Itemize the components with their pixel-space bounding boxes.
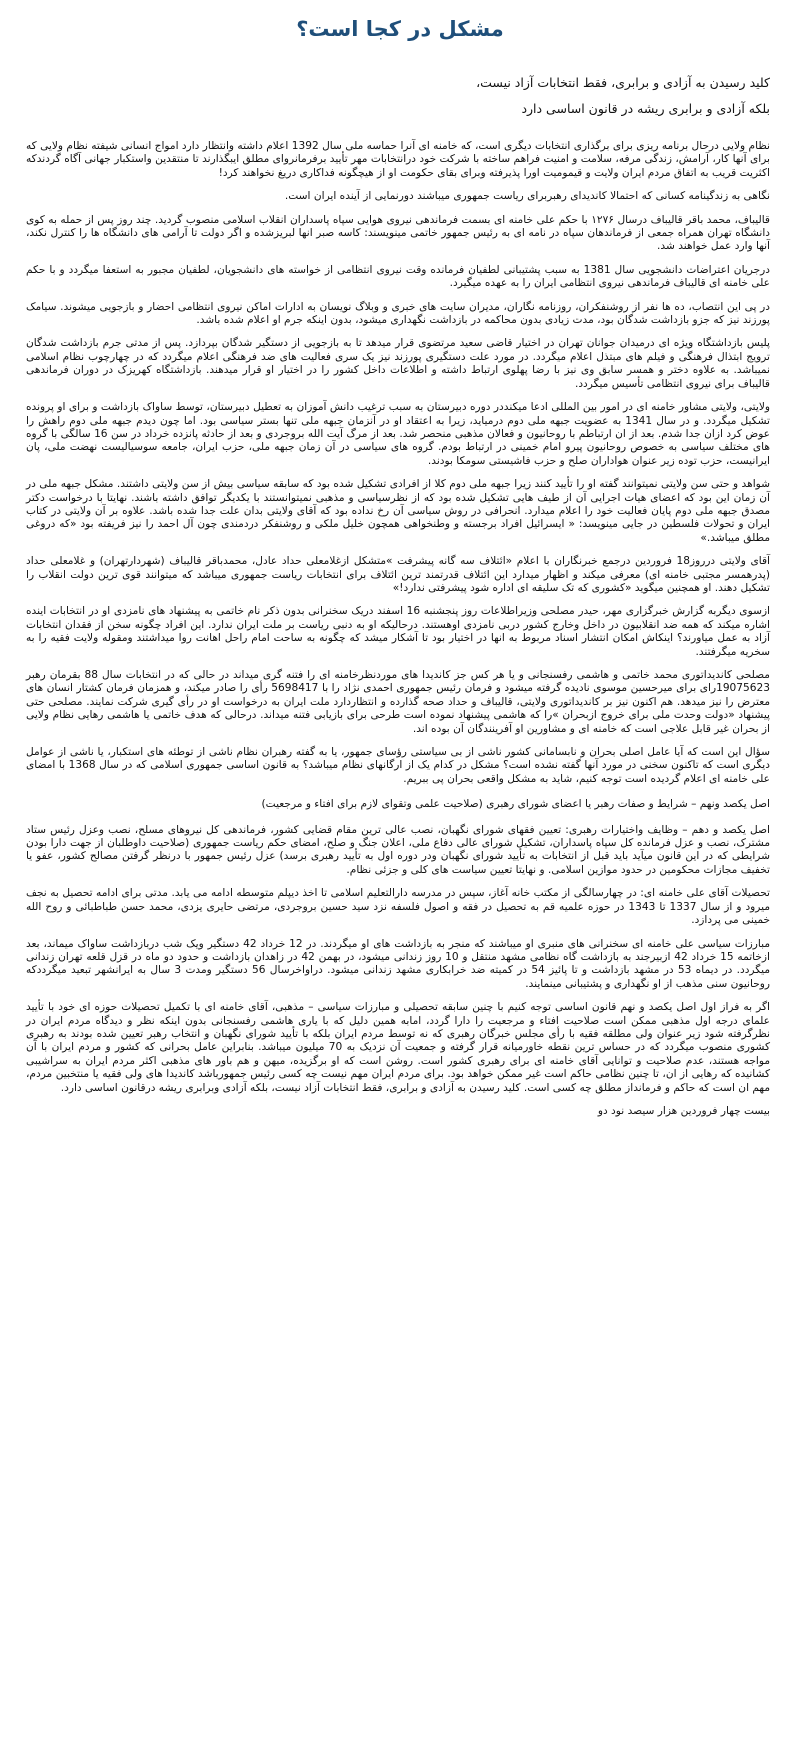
- article-body: [20, 140, 780, 1095]
- lead-section: [20, 74, 780, 118]
- article-paragraph-17: اگر به فراز اول اصل یکصد و نهم قانون اساسی توجه کنیم با چنین سابقه تحصیلی و مبارزات سیاسی – مذهبی، آقای خامنه ای با تکمیل تحصیلات حوزه ای خود با تأیید علمای درجه اول مذهبی ممکن است صلاحیت افتاء و مرجعیت را دارا گردد، امابه همین دلیل که با یاری هاشمی رفسنجانی بدون اینکه نظر و دیدگاه مردم ایران در نظرگرفته شود زیر عنوان ولی مطلقه فقیه با رأی مجلس خبرگان رهبری که نه توسط مردم ایران بلکه با تأیید شورای نگهبان و انتخاب رهبر تعیین شده بودند به رهبری کشوری منصوب میگردد که در حساس ترین نقطه خاورمیانه قرار گرفته و جمعیت آن نزدیک به 70 میلیون میباشد. بنابراین عامل بحرانی که کشور و مردم ایران با آن مواجه هستند، عدم صلاحیت و توانایی آقای خامنه ای برای رهبری کشور است. روشن است که او برگزیده، میهن و هم باور های مذهبی اکثر مردم ایران به سراشیبی کشانیده که رهایی از ان، تا چنین نظامی حاکم است غیر ممکن خواهد بود. برای مردم ایران مهم نیست چه کسی رئیس جمهورباشد کاندیدا های ولی فقیه یا منتخبین مردم، مهم ان است که حاکم و فرمانداز مطلق چه کسی است. کلید رسیدن به آزادی و برابری، فقط انتخابات آزاد نیست، بلکه آزادی وبرابری ریشه درقانون اساسی دارد.: [26, 1001, 770, 1094]
- article-paragraph-7: ولایتی، ولایتی مشاور خامنه ای در امور بین المللی ادعا میکنددر دوره دبیرستان به سبب ترغیب دانش آموزان به تعطیل دبیرستان، توسط ساواک بازداشت و برای او پرونده تشکیل میگردد. و در سال 1341 به عضویت جبهه ملی دوم درمیاید، زیرا به اعتقاد او در آنزمان جبهه ملی تنها بستر سیاسی بود. اما چون دیدم جبهه ملی دوم راهش را عوض کرد ازان جدا شدم. بعد از ان ارتباطم با روحانیون و فعالان مذهبی منحصر شد. بعد از مرگ آیت الله بروجردی و بعد از حادثه پانزده خرداد در سن 16 سالگی با گروه های مختلف سیاسی به خصوص روحانیون پیرو امام خمینی در ارتباط بودم. گروه های سیاسی در آن زمان جبهه ملی، حزب ایران، جامعه سوسیالیست نهضت ملی، پان ایرانیست، حزب توده زیر عنوان هواداران صلح و حزب فاشیستی سومکا بودند.: [26, 401, 770, 467]
- article-paragraph-4: درجریان اعتراضات دانشجویی سال 1381 به سبب پشتیبانی لطفیان فرمانده وقت نیروی انتظامی از خواسته های دانشجویان، لطفیان مجبور به استعفا میگردد و با حکم علی خامنه ای قالیباف فرماندهی نیروی انتظامی ایران را به عهده میگیرد.: [26, 263, 770, 290]
- article-date: بیست چهار فروردین هزار سیصد نود دو: [597, 1104, 770, 1117]
- article-paragraph-8: شواهد و حتی سن ولایتی نمیتوانند گفته او را تأیید کنند زیرا جبهه ملی دوم کلا از افرادی تشکیل شده بود که سابقه سیاسی بیش از سن ولایتی داشتند. مشکل جبهه ملی در آن زمان این بود که اعضای هیات اجرایی آن از طیف هایی تشکیل شده بود که از نظرسیاسی و مذهبی نمیتوانستند با یکدیگر توافق داشته باشند. نهایتا با درخواست دکتر مصدق جبهه ملی دوم پایان فعالیت خود را اعلام میدارد. انحرافی در روش سیاسی آن رخ نداده بود که آقای ولایتی بدان علت جدا شده باشد. علاوه بر آن ولایتی در کتاب ایران و تحولات فلسطین در جایی مینویسد: « ایسرائیل افراد برجسته و وطنخواهی همچون خلیل ملکی و روشنفکر دردمندی چون آل احمد را نیز فریفته بود «که دروغی مطلق میباشد.»: [26, 478, 770, 544]
- page-title: مشکل در کجا است؟: [296, 17, 504, 41]
- article-paragraph-15: تحصیلات آقای علی خامنه ای: در چهارسالگی از مکتب خانه آغاز، سپس در مدرسه دارالتعلیم اسلامی تا اخذ دیپلم متوسطه ادامه می یابد. مدتی برای ادامه تحصیل به نجف میرود و از سال 1337 تا 1343 در حوزه علمیه قم به تحصیل در فقه و اصول فلسفه نزد سید حسین بروجردی، مرتضی حایری یزدی، محمد حسن طباطبائی و روح الله خمینی می پردازد.: [26, 887, 771, 927]
- article-paragraph-2: نگاهی به زندگینامه کسانی که احتمالا کاندیدای رهبربرای ریاست جمهوری میباشند دورنمایی از آینده ایران است.: [284, 190, 770, 203]
- article-paragraph-5: در پی این انتصاب، ده ها نفر از روشنفکران، روزنامه نگاران، مدیران سایت های خبری و وبلاگ نویسان به ادارات اماکن نیروی انتظامی احضار و بازجویی میشوند. سیامک پورزند نیز که جزو بازداشت شدگان بود، مدت زیادی بدون محاکمه در بازداشت نگهداری میشود، بدون اینکه جرم او اعلام شده باشد.: [26, 300, 770, 327]
- article-paragraph-13: اصل یکصد ونهم – شرایط و صفات رهبر یا اعضای شورای رهبری (صلاحیت علمی وتقوای لازم برای افتاء و مرجعیت): [261, 798, 770, 811]
- lead-line-2: بلکه آزادی و برابری ریشه در قانون اساسی دارد: [521, 101, 770, 116]
- article-paragraph-10: ازسوی دیگربه گزارش خبرگزاری مهر، حیدر مصلحی وزیراطلاعات روز پنجشنبه 16 اسفند دریک سخنرانی بدون ذکر نام خاتمی به پیشنهاد های نامزدی او در انتخابات اینده اشاره میکند که همه ضد انقلابیون در داخل وخارج کشور دربی نامزدی اوهستند. درحالیکه او به دنبی ریاست بر ملت ایران ندارد. این افراد چگونه سخن از فقدان انتخابات آزاد به عمل میاورند؟ اینکاش امکان انتشار اسناد مربوط به انها در اختیار بود تا آشکار میشد که چگونه به ساحت امام راحل اهانت روا میداشتند ومقوله ولایت فقیه را به سخریه میگرفتند.: [26, 605, 771, 658]
- article-paragraph-16: مبارزات سیاسی علی خامنه ای سخنرانی های منبری او میباشند که منجر به بازداشت های او میگردند. در 12 خرداد 42 دستگیر ویک شب دربازداشت ساواک میماند، بعد ازخاتمه 15 خرداد 42 ازبیرجند به بازداشت گاه نظامی مشهد منتقل و 10 روز زندانی میشود، در بهمن 42 در زاهدان بازداشت و حدود دو ماه در قزل قلعه تهران زندانی میگردد. در دیماه 53 در مشهد بازداشت و تا پائیز 54 در کمیته ضد خرابکاری مشهد زندانی میشود. دراواخرسال 56 دستگیر ومدت 3 سال به ایرانشهر تبعید میگرددکه روحانیون سنی مذهب از او نگهداری و پشتیبانی مینمایند.: [26, 937, 771, 990]
- article-paragraph-11: مصلحی کاندیداتوری محمد خاتمی و هاشمی رفسنجانی و یا هر کس جز کاندیدا های موردنظرخامنه ای را فتنه گری میداند در حالی که در انتخابات سال 88 بقرمان رهبر 19075623رای برای میرحسین موسوی نادیده گرفته میشود و فرمان رئیس جمهوری احمدی نژاد را با 5698417 رأی را صادر میکند، و همزمان فرمان کشتار انسان های معترض را نیز میدهد. هم اکنون نیز بر کاندیداتوری ولایتی، قالیباف و حداد صحه گذارده و انتظاردارد ملت ایران به درخواست او در رأی گیری شرکت نمایند. مصلحی حتی پیشنهاد «دولت وحدت ملی برای خروج ازبحران »را که هاشمی پیشنهاد نموده است طرحی برای بازیابی فتنه میداند. درحالی که هدف خاتمی یا هاشمی رهایی نظام ولایی از بحران غیر قابل علاجی است که خامنه ای و مشاورین او آفرینندگان آن بوده اند.: [26, 669, 770, 735]
- article-paragraph-1: نظام ولایی درحال برنامه ریزی برای برگذاری انتخابات دیگری است، که خامنه ای آنرا حماسه ملی سال 1392 اعلام داشته وانتظار دارد امواج انسانی شیفته نظام ولایی که برای آنها کار، آرامش، زندگی مرفه، سلامت و امنیت فراهم ساخته با شرکت خود درانتخابات مهر تأیید برفرمانروای مطلق ایبگذارند تا منتقدین واستکبار جهانی آگاه گردندکه اکثریت قریب به اتفاق مردم ایران ولایت و قیمومیت اورا پذیرفته وبرای بقای حکومت او از هیچگونه فداکاری دریغ نخواهند کرد!: [26, 140, 770, 179]
- article-paragraph-9: آقای ولایتی درروز18 فروردین درجمع خبرنگاران با اعلام «ائتلاف سه گانه پیشرفت »متشکل ازغلامعلی حداد عادل، محمدباقر قالیباف (شهردارتهران) و غلامعلی حداد (پدرهمسر مجتبی خامنه ای) معرفی میکند و اظهار میدارد این ائتلاف قدرتمند ترین ائتلاف برای انتخابات ریاست جمهوری میباشد که میتوانند قوی ترین دولت انقلاب را تشکیل دهند. او همچنین میگوید «کشوری که تک سلیقه ای اداره شود پیشرفتی ندارد!»: [26, 555, 770, 594]
- article-paragraph-6: پلیس بازداشتگاه ویژه ای درمیدان جوانان تهران در اختیار قاضی سعید مرتضوی قرار میدهد تا به بازجویی از دستگیر شدگان بپردازد. پس از مدتی جرم بازداشت شدگان ترویج ابتذال فرهنگی و فیلم های مبتذل اعلام میگردد. در مورد علت دستگیری پورزند نیز یک سری فعالیت های ضد فرهنگی اعلام میگردد که در چهارچوب نظام اسلامی نمیباشد. به علاوه دختر و همسر سابق وی نیز با رضا پهلوی ارتباط داشته و اطلاعات داخل کشور را در اختیار او قرار میدهند. بازداشتگاه کهریزک در دوران فرماندهی قالیباف برای نیروی انتظامی تأسیس میگردد.: [26, 337, 770, 390]
- lead-line-1: کلید رسیدن به آزادی و برابری، فقط انتخابات آزاد نیست،: [476, 75, 770, 90]
- article-paragraph-14: اصل یکصد و دهم – وظایف واختیارات رهبری: تعیین فقهای شورای نگهبان، نصب عالی ترین مقام قضایی کشور، فرماندهی کل نیروهای مسلح، نصب وعزل رئیس ستاد مشترک، نصب و عزل فرمانده کل سپاه پاسداران، تشکیل شورای عالی دفاع ملی، اعلان جنگ و صلح، امضای حکم ریاست جمهوری (صلاحیت داوطلبان از جهت دارا بودن شرایطی که در این قانون میآید باید قبل از انتخابات به تأیید شورای نگهبان ودر دوره اول به تأیید رهبری برسد) عزل رئیس جمهور با درنظر گرفتن مصالح کشور، عفو یا تخفیف مجازات محکومین در حدود موازین اسلامی. و نهایتا تعیین سیاست های کلی و جزئی نظام.: [26, 823, 770, 876]
- article-paragraph-3: قالیباف، محمد باقر قالیباف درسال ۱۲۷۶ با حکم علی خامنه ای بسمت فرماندهی نیروی هوایی سپاه پاسداران انقلاب اسلامی منصوب گردید. چند روز پس از حمله به کوی دانشگاه تهران همراه جمعی از فرماندهان سپاه در نامه ای به رئیس جمهور خاتمی مینویسند: کاسه صبر انها لبریزشده و اگر دولت تا آرامی های دانشگاه ها را کنترل نکند، آنها وارد عمل خواهند شد.: [26, 213, 770, 253]
- article-paragraph-12: سؤال این است که آیا عامل اصلی بحران و نابسامانی کشور ناشی از بی سیاستی رؤسای جمهور، یا به گفته رهبران نظام ناشی از توطئه های استکبار، یا ناشی از عوامل دیگری است که تاکنون سخنی در مورد آنها گفته نشده است؟ مشکل در کدام یک از ارگانهای نظام میباشد؟ به قانون اساسی جمهوری اسلامی که در سال 1368 با امضای علی خامنه ای اعلام گردیده است توجه کنیم، شاید به مشکل واقعی بحران پی ببریم.: [26, 746, 770, 785]
